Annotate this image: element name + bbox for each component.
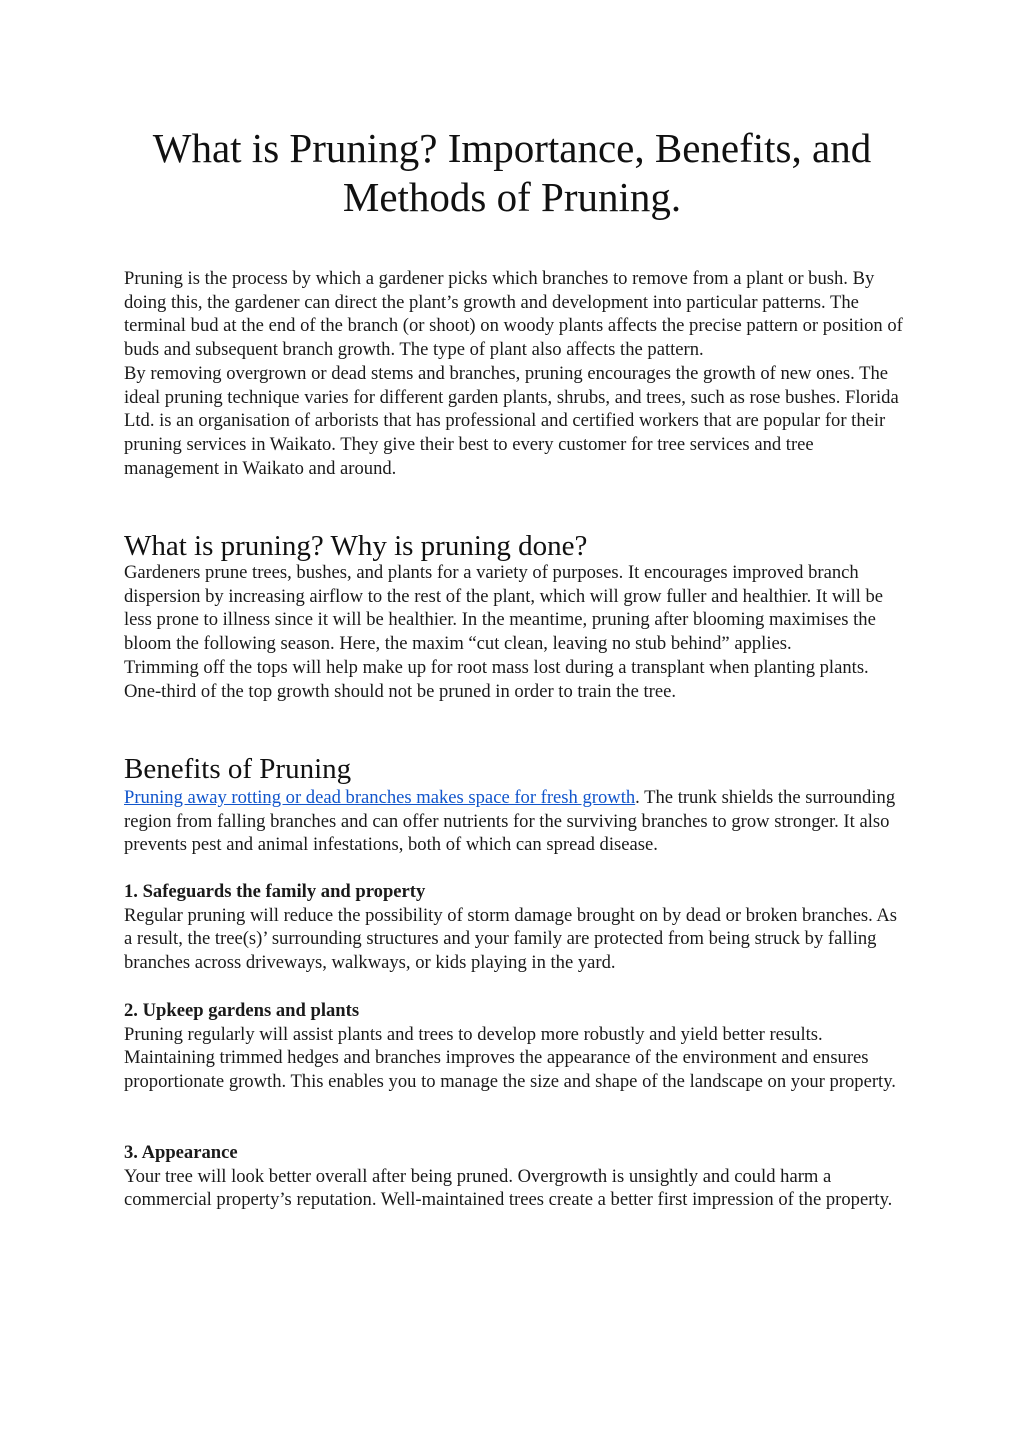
benefit-item-text: Your tree will look better overall after being pruned. Overgrowth is unsightly and could harm a commercial property’s reputation. Well-maintained trees create a better first impression of the property. — [124, 1165, 893, 1211]
intro-paragraph-1: Pruning is the process by which a gardener picks which branches to remove from a plant or bush. By doing this, the gardener can direct the plant’s growth and development into particular patterns. The terminal bud at the end of the branch (or shoot) on woody plants affects the precise pattern or position of buds and subsequent branch growth. The type of plant also affects the pattern. — [124, 268, 903, 361]
benefit-item-title: 3. Appearance — [124, 1142, 238, 1163]
benefits-link[interactable]: Pruning away rotting or dead branches makes space for fresh growth — [124, 787, 636, 808]
why-paragraph-1: Gardeners prune trees, bushes, and plants for a variety of purposes. It encourages improved branch dispersion by increasing airflow to the rest of the plant, which will grow fuller and healthier. It will be less prone to illness since it will be healthier. In the meantime, pruning after blooming maximises the bloom the following season. Here, the maxim “cut clean, leaving no stub behind” applies. — [124, 562, 884, 655]
intro-section — [124, 267, 904, 480]
intro-paragraph-2: By removing overgrown or dead stems and branches, pruning encourages the growth of new ones. The ideal pruning technique varies for different garden plants, shrubs, and trees, such as rose bushes. Florida Ltd. is an organisation of arborists that has professional and certified workers that are popular for their pruning services in Waikato. They give their best to every customer for tree services and tree management in Waikato and around. — [124, 362, 899, 479]
benefit-item-text: Pruning regularly will assist plants and trees to develop more robustly and yield better results. Maintaining trimmed hedges and branches improves the appearance of the environment and ensures proportionate growth. This enables you to manage the size and shape of the landscape on your property. — [124, 1023, 896, 1093]
section-heading-why: What is pruning? Why is pruning done? — [124, 530, 588, 562]
benefit-item-title: 2. Upkeep gardens and plants — [124, 1000, 360, 1021]
why-paragraph-2: Trimming off the tops will help make up for root mass lost during a transplant when planting plants. One-third of the top growth should not be pruned in order to train the tree. — [124, 656, 869, 702]
section-heading-benefits: Benefits of Pruning — [124, 753, 352, 785]
benefit-item-text: Regular pruning will reduce the possibility of storm damage brought on by dead or broken branches. As a result, the tree(s)’ surrounding structures and your family are protected from being struck by falling branches across driveways, walkways, or kids playing in the yard. — [124, 904, 898, 974]
benefit-item-3 — [124, 1141, 904, 1212]
benefits-intro — [124, 786, 904, 857]
benefits-paragraph-text: . The trunk shields the surrounding region from falling branches and can offer nutrients for the surviving branches to grow stronger. It also prevents pest and animal infestations, both of which can spread disease. — [124, 787, 896, 856]
why-section — [124, 561, 904, 703]
benefit-item-title: 1. Safeguards the family and property — [124, 881, 426, 902]
benefit-item-2 — [124, 999, 904, 1094]
document-title: What is Pruning? Importance, Benefits, and Methods of Pruning. — [152, 125, 872, 220]
benefit-item-1 — [124, 880, 904, 975]
benefits-paragraph — [124, 786, 904, 857]
